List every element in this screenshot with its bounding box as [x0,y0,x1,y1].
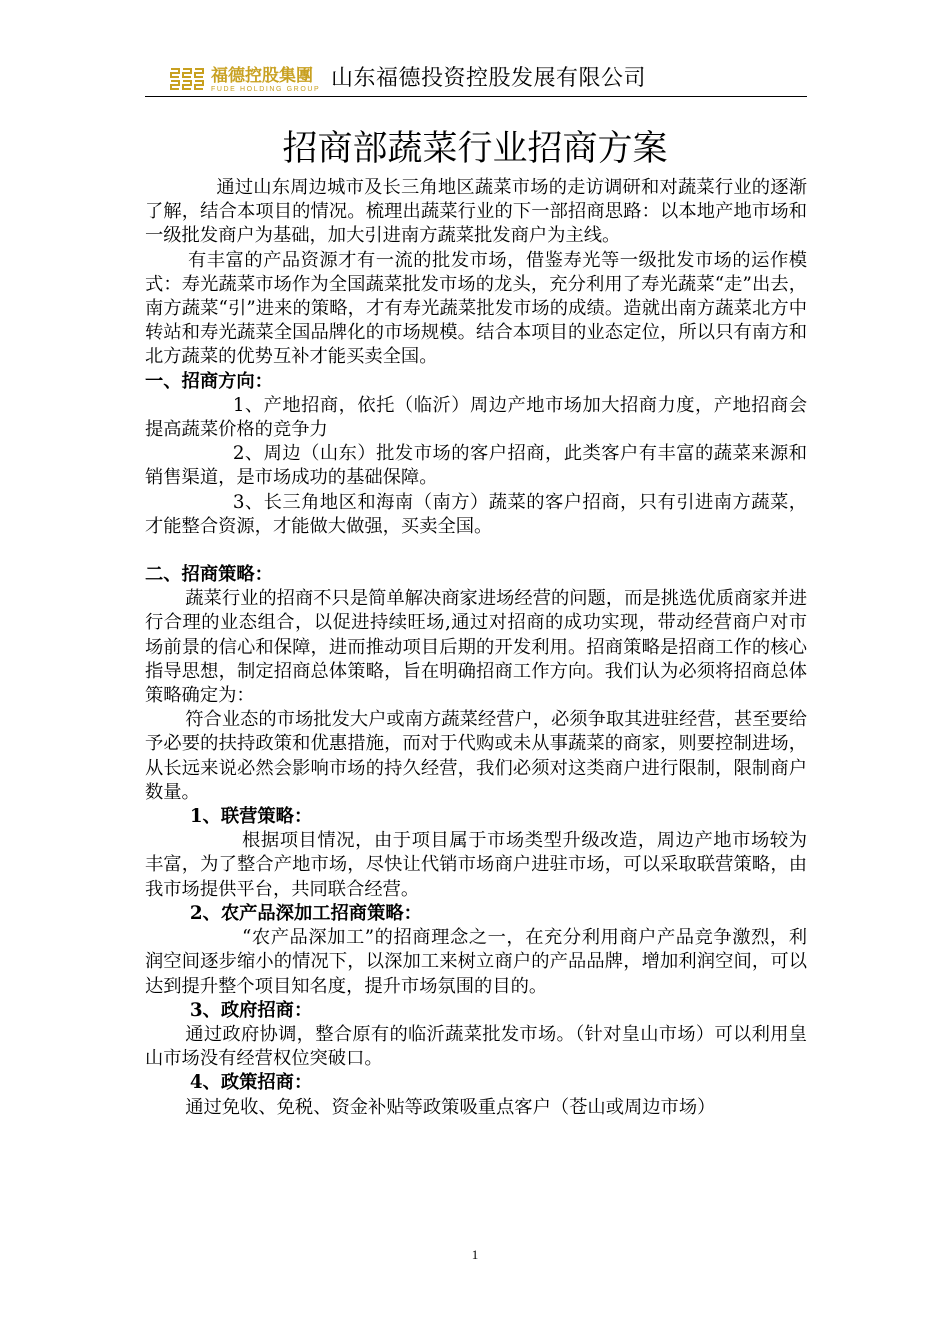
subsection-heading-policy: 4、政策招商： [189,1072,313,1094]
subsection-text-joint: 根据项目情况，由于项目属于市场类型升级改造，周边产地市场较为丰富，为了整合产地市场，尽快让代销市场商户进驻市场，可以采取联营策略，由我市场提供平台，共同联合经营。 [145,830,807,900]
subsection-text-processing: “农产品深加工”的招商理念之一，在充分利用商户产品竞争激烈，利润空间逐步缩小的情况下，以深加工来树立商户的产品品牌，增加利润空间，可以达到提升整个项目知名度，提升市场氛围的目的。 [145,927,807,997]
subsection-heading-government: 3、政府招商： [189,999,313,1021]
section-heading-strategy: 二、招商策略： [145,564,273,586]
page-number: 1 [471,1247,479,1262]
page-header [145,62,807,97]
fude-logo-icon [169,66,205,94]
section-heading-direction: 一、招商方向： [145,370,273,392]
direction-item-3: 3、长三角地区和海南（南方）蔬菜的客户招商，只有引进南方蔬菜，才能整合资源，才能做大做强，买卖全国。 [145,491,807,537]
strategy-paragraph-2: 符合业态的市场批发大户或南方蔬菜经营户，必须争取其进驻经营，甚至要给予必要的扶持政策和优惠措施，而对于代购或未从事蔬菜的商家，则要控制进场，从长远来说必然会影响市场的持久经营，我们必须对这类商户进行限制，限制商户数量。 [145,709,807,803]
intro-paragraph-2: 有丰富的产品资源才有一流的批发市场，借鉴寿光等一级批发市场的运作模式：寿光蔬菜市场作为全国蔬菜批发市场的龙头，充分利用了寿光蔬菜“走”出去，南方蔬菜“引”进来的策略，才有寿光蔬菜批发市场的成绩。造就出南方蔬菜北方中转站和寿光蔬菜全国品牌化的市场规模。结合本项目的业态定位，所以只有南方和北方蔬菜的优势互补才能买卖全国。 [145,249,807,368]
subsection-text-policy: 通过免收、免税、资金补贴等政策吸重点客户（苍山或周边市场） [185,1096,716,1118]
document-title: 招商部蔬菜行业招商方案 [282,129,668,169]
company-logo [169,66,320,96]
strategy-paragraph-1: 蔬菜行业的招商不只是简单解决商家进场经营的问题，而是挑选优质商家并进行合理的业态组合，以促进持续旺场,通过对招商的成功实现，带动经营商户对市场前景的信心和保障，进而推动项目后期的开发利用。招商策略是招商工作的核心指导思想，制定招商总体策略，旨在明确招商工作方向。我们认为必须将招商总体策略确定为： [145,588,807,707]
subsection-heading-joint: 1、联营策略： [189,806,313,828]
intro-paragraph-1: 通过山东周边城市及长三角地区蔬菜市场的走访调研和对蔬菜行业的逐渐了解，结合本项目的情况。梳理出蔬菜行业的下一部招商思路：以本地产地市场和一级批发商户为基础，加大引进南方蔬菜批发商户为主线。 [145,177,807,247]
logo-chinese-name: 福德控股集團 [211,66,313,86]
direction-item-2: 2、周边（山东）批发市场的客户招商，此类客户有丰富的蔬菜来源和销售渠道，是市场成功的基础保障。 [145,443,807,489]
subsection-text-government: 通过政府协调，整合原有的临沂蔬菜批发市场。（针对皇山市场）可以利用皇山市场没有经营权位突破口。 [145,1023,807,1070]
logo-english-name: FUDE HOLDING GROUP [211,86,321,93]
spacer [145,539,807,563]
direction-item-1: 1、产地招商，依托（临沂）周边产地市场加大招商力度，产地招商会提高蔬菜价格的竞争力 [145,394,807,441]
document-body [145,176,807,1120]
subsection-heading-processing: 2、农产品深加工招商策略： [189,902,422,924]
company-name: 山东福德投资控股发展有限公司 [331,66,647,91]
